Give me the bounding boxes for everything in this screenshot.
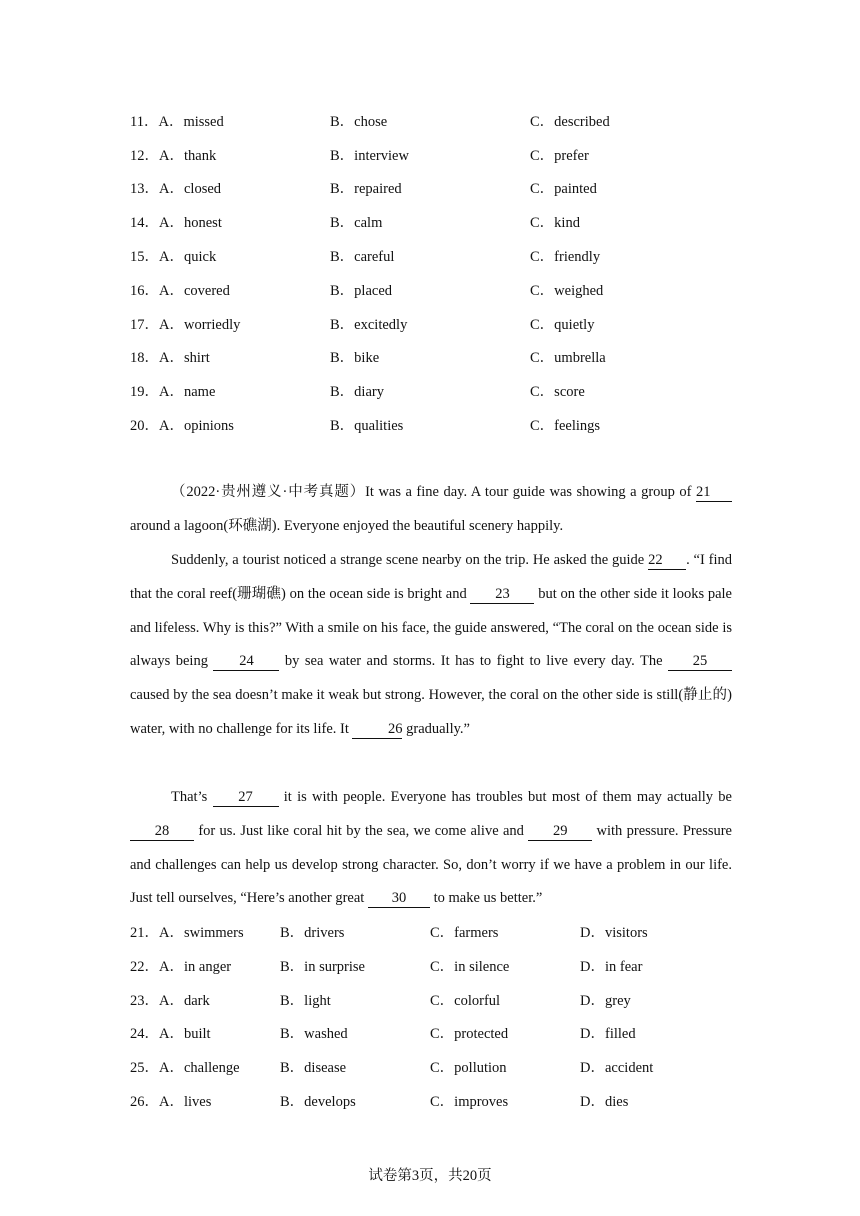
option-letter: A．: [159, 925, 184, 941]
option-d: grey: [604, 993, 631, 1009]
option-c: described: [554, 114, 610, 130]
separator: ．: [144, 249, 159, 265]
blank-23: 23: [470, 585, 534, 604]
blank-30: 30: [368, 889, 430, 908]
passage-paragraph-2: Suddenly, a tourist noticed a strange scene nearby on the trip. He asked the guide 22 . “I find that the coral reef(珊瑚礁) on the ocean side is bright and 23 but on the other side it looks pale and lifeless. Why is this?” With a smile on his face, the guide answered, “The coral on the ocean side is always being 24 by sea water and storms. It has to fight to live every day. The 25 caused by the sea doesn’t make it weak but strong. However, the coral on the other side is still(静止的) water, with no challenge for its life. It 26 gradually.”: [130, 552, 732, 737]
option-letter: A．: [159, 1094, 184, 1110]
option-c: colorful: [454, 993, 501, 1009]
question-number: 20: [130, 418, 145, 434]
separator: ．: [144, 1094, 159, 1110]
option-c: quietly: [554, 317, 595, 333]
option-letter: A．: [159, 283, 184, 299]
option-b: calm: [354, 215, 383, 231]
option-a: in anger: [183, 959, 232, 975]
option-letter: C．: [530, 384, 555, 400]
question-number: 11: [130, 114, 144, 130]
question-number: 23: [130, 993, 145, 1009]
option-letter: B．: [280, 925, 305, 941]
option-c: umbrella: [554, 350, 606, 366]
page-footer: 试卷第3页，共20页: [368, 1168, 492, 1184]
question-number: 15: [130, 249, 145, 265]
question-number: 22: [130, 959, 145, 975]
option-b: washed: [304, 1026, 348, 1042]
question-number: 21: [130, 925, 145, 941]
question-number: 14: [130, 215, 145, 231]
separator: ．: [144, 148, 159, 164]
option-letter: B．: [330, 114, 355, 130]
separator: ．: [144, 384, 159, 400]
blank-26: 26: [352, 720, 402, 739]
blank-25: 25: [668, 652, 732, 671]
option-letter: D．: [580, 1026, 605, 1042]
option-c: farmers: [454, 925, 499, 941]
option-d: filled: [604, 1026, 636, 1042]
option-letter: B．: [280, 1094, 305, 1110]
source-tag: （2022·贵州遵义·中考真题）: [171, 484, 366, 500]
option-letter: C．: [430, 1094, 455, 1110]
option-letter: C．: [430, 993, 455, 1009]
option-letter: A．: [159, 418, 184, 434]
option-a: opinions: [183, 418, 234, 434]
option-letter: A．: [159, 1060, 184, 1076]
option-a: missed: [183, 114, 224, 130]
option-letter: C．: [530, 350, 555, 366]
option-b: careful: [354, 249, 395, 265]
option-c: in silence: [454, 959, 510, 975]
option-letter: C．: [530, 181, 555, 197]
option-a: quick: [183, 249, 217, 265]
question-number: 13: [130, 181, 145, 197]
option-b: develops: [304, 1094, 356, 1110]
question-number: 17: [130, 317, 145, 333]
option-a: challenge: [183, 1060, 240, 1076]
option-c: improves: [454, 1094, 509, 1110]
option-b: interview: [354, 148, 409, 164]
blank-27: 27: [213, 788, 279, 807]
option-b: chose: [354, 114, 388, 130]
option-letter: C．: [530, 215, 555, 231]
option-a: dark: [183, 993, 210, 1009]
question-number: 26: [130, 1094, 145, 1110]
option-b: disease: [304, 1060, 347, 1076]
blank-24: 24: [213, 652, 279, 671]
option-c: kind: [554, 215, 580, 231]
option-letter: C．: [530, 148, 555, 164]
option-letter: A．: [159, 993, 184, 1009]
option-letter: A．: [159, 249, 184, 265]
option-letter: A．: [159, 350, 184, 366]
question-number: 12: [130, 148, 145, 164]
separator: ．: [144, 317, 159, 333]
option-letter: A．: [159, 317, 184, 333]
option-letter: C．: [430, 1060, 455, 1076]
blank-28: 28: [130, 822, 194, 841]
option-letter: B．: [330, 283, 355, 299]
option-d: accident: [604, 1060, 654, 1076]
question-number: 16: [130, 283, 145, 299]
option-a: name: [183, 384, 216, 400]
option-d: dies: [604, 1094, 629, 1110]
option-letter: C．: [430, 959, 455, 975]
option-letter: B．: [330, 384, 355, 400]
option-letter: C．: [530, 114, 555, 130]
option-d: in fear: [604, 959, 643, 975]
blank-21: 21: [696, 483, 732, 502]
question-number: 24: [130, 1026, 145, 1042]
option-letter: D．: [580, 925, 605, 941]
option-c: protected: [454, 1026, 509, 1042]
option-letter: B．: [280, 1026, 305, 1042]
option-letter: D．: [580, 1094, 605, 1110]
option-d: visitors: [604, 925, 648, 941]
option-letter: C．: [530, 283, 555, 299]
option-letter: C．: [530, 317, 555, 333]
option-b: drivers: [304, 925, 345, 941]
option-letter: B．: [330, 249, 355, 265]
option-letter: B．: [330, 418, 355, 434]
option-c: weighed: [554, 283, 604, 299]
option-letter: A．: [158, 114, 184, 130]
option-letter: C．: [530, 249, 555, 265]
option-letter: A．: [159, 215, 184, 231]
option-letter: C．: [430, 925, 455, 941]
option-letter: A．: [159, 384, 184, 400]
option-letter: A．: [159, 181, 184, 197]
option-letter: B．: [330, 350, 355, 366]
option-b: light: [304, 993, 331, 1009]
option-b: placed: [354, 283, 393, 299]
separator: ．: [144, 993, 159, 1009]
separator: ．: [144, 418, 159, 434]
blank-22: 22: [648, 551, 686, 570]
option-b: excitedly: [354, 317, 408, 333]
separator: ．: [143, 114, 159, 130]
option-a: shirt: [183, 350, 210, 366]
option-letter: B．: [330, 181, 355, 197]
option-letter: B．: [330, 148, 355, 164]
separator: ．: [144, 1060, 159, 1076]
option-a: swimmers: [183, 925, 244, 941]
question-number: 19: [130, 384, 145, 400]
option-c: pollution: [454, 1060, 507, 1076]
option-c: friendly: [554, 249, 601, 265]
option-letter: B．: [330, 317, 355, 333]
option-letter: C．: [430, 1026, 455, 1042]
option-a: worriedly: [183, 317, 241, 333]
option-c: score: [554, 384, 585, 400]
option-letter: D．: [580, 993, 605, 1009]
blank-29: 29: [528, 822, 592, 841]
option-letter: D．: [580, 1060, 605, 1076]
question-number: 25: [130, 1060, 145, 1076]
option-letter: B．: [280, 1060, 305, 1076]
option-letter: B．: [280, 993, 305, 1009]
option-letter: A．: [159, 1026, 184, 1042]
option-b: repaired: [354, 181, 402, 197]
option-a: thank: [183, 148, 217, 164]
option-b: qualities: [354, 418, 404, 434]
separator: ．: [144, 1026, 159, 1042]
passage-paragraph-3: That’s 27 it is with people. Everyone has troubles but most of them may actually be 28 for us. Just like coral hit by the sea, we come alive and 29 with pressure. Pressure and challenges can help us develop strong character. So, don’t worry if we have a problem in our life. Just tell ourselves, “Here’s another great 30 to make us better.”: [130, 789, 732, 907]
option-b: in surprise: [304, 959, 365, 975]
option-b: bike: [354, 350, 380, 366]
separator: ．: [144, 181, 159, 197]
separator: ．: [144, 350, 159, 366]
option-letter: A．: [159, 959, 184, 975]
option-a: covered: [183, 283, 230, 299]
option-letter: A．: [159, 148, 184, 164]
option-a: built: [183, 1026, 211, 1042]
passage-paragraph-1: （2022·贵州遵义·中考真题）It was a fine day. A tour guide was showing a group of 21 around a lagoon(环礁湖). Everyone enjoyed the beautiful scenery happily.: [130, 476, 732, 544]
option-a: honest: [183, 215, 222, 231]
option-letter: D．: [580, 959, 605, 975]
option-a: lives: [183, 1094, 212, 1110]
question-number: 18: [130, 350, 145, 366]
separator: ．: [144, 283, 159, 299]
option-b: diary: [354, 384, 384, 400]
separator: ．: [144, 925, 159, 941]
option-letter: B．: [280, 959, 305, 975]
option-a: closed: [183, 181, 222, 197]
separator: ．: [144, 215, 159, 231]
option-letter: C．: [530, 418, 555, 434]
option-c: feelings: [554, 418, 601, 434]
separator: ．: [144, 959, 159, 975]
option-c: painted: [554, 181, 597, 197]
option-c: prefer: [554, 148, 589, 164]
option-letter: B．: [330, 215, 355, 231]
